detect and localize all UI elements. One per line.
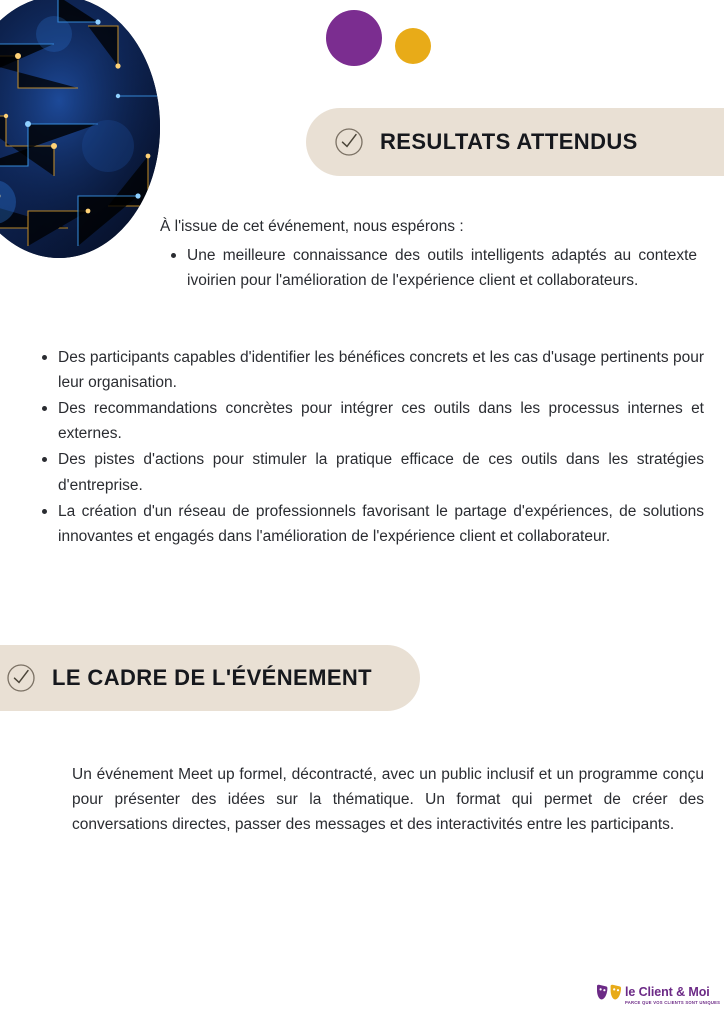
section-title: RESULTATS ATTENDUS: [380, 129, 638, 154]
list-item: Des pistes d'actions pour stimuler la pratique efficace de ces outils dans les stratégies d'entreprise.: [36, 447, 704, 497]
list-item: La création d'un réseau de professionnels favorisant le partage d'expériences, de solutions innovantes et engagés dans l'amélioration de l'expérience client et collaborateur.: [36, 499, 704, 549]
list-item: Des recommandations concrètes pour intégrer ces outils dans les processus internes et externes.: [36, 396, 704, 446]
theater-masks-icon: [596, 984, 622, 1005]
decorative-yellow-circle: [395, 28, 431, 64]
brand-logo: [596, 984, 720, 1005]
section-header-cadre-evenement: [0, 645, 420, 711]
list-item: Une meilleure connaissance des outils intelligents adaptés au contexte ivoirien pour l'amélioration de l'expérience client et collaborateurs.: [165, 243, 697, 293]
section-intro-text: À l'issue de cet événement, nous espérons :: [160, 218, 464, 235]
main-bullet-list: [36, 345, 704, 550]
decorative-purple-circle: [326, 10, 382, 66]
tech-network-image: [0, 0, 160, 258]
section-paragraph: Un événement Meet up formel, décontracté, avec un public inclusif et un programme conçu pour présenter des idées sur la thématique. Un format qui permet de créer des conversations directes, passer des messages et des interactivités entre les participants.: [72, 766, 704, 834]
logo-tagline: PARCE QUE VOS CLIENTS SONT UNIQUES: [625, 1000, 721, 1005]
tech-network-illustration: [0, 0, 160, 258]
logo-name: le Client & Moi: [625, 985, 710, 999]
logo-text-block: [625, 984, 720, 1005]
section-title: LE CADRE DE L'ÉVÉNEMENT: [52, 665, 373, 690]
check-circle-icon: [6, 663, 36, 693]
indented-bullet-list: [165, 243, 697, 294]
check-circle-icon: [334, 127, 364, 157]
list-item: Des participants capables d'identifier les bénéfices concrets et les cas d'usage pertinents pour leur organisation.: [36, 345, 704, 395]
section-header-resultats-attendus: [306, 108, 724, 176]
